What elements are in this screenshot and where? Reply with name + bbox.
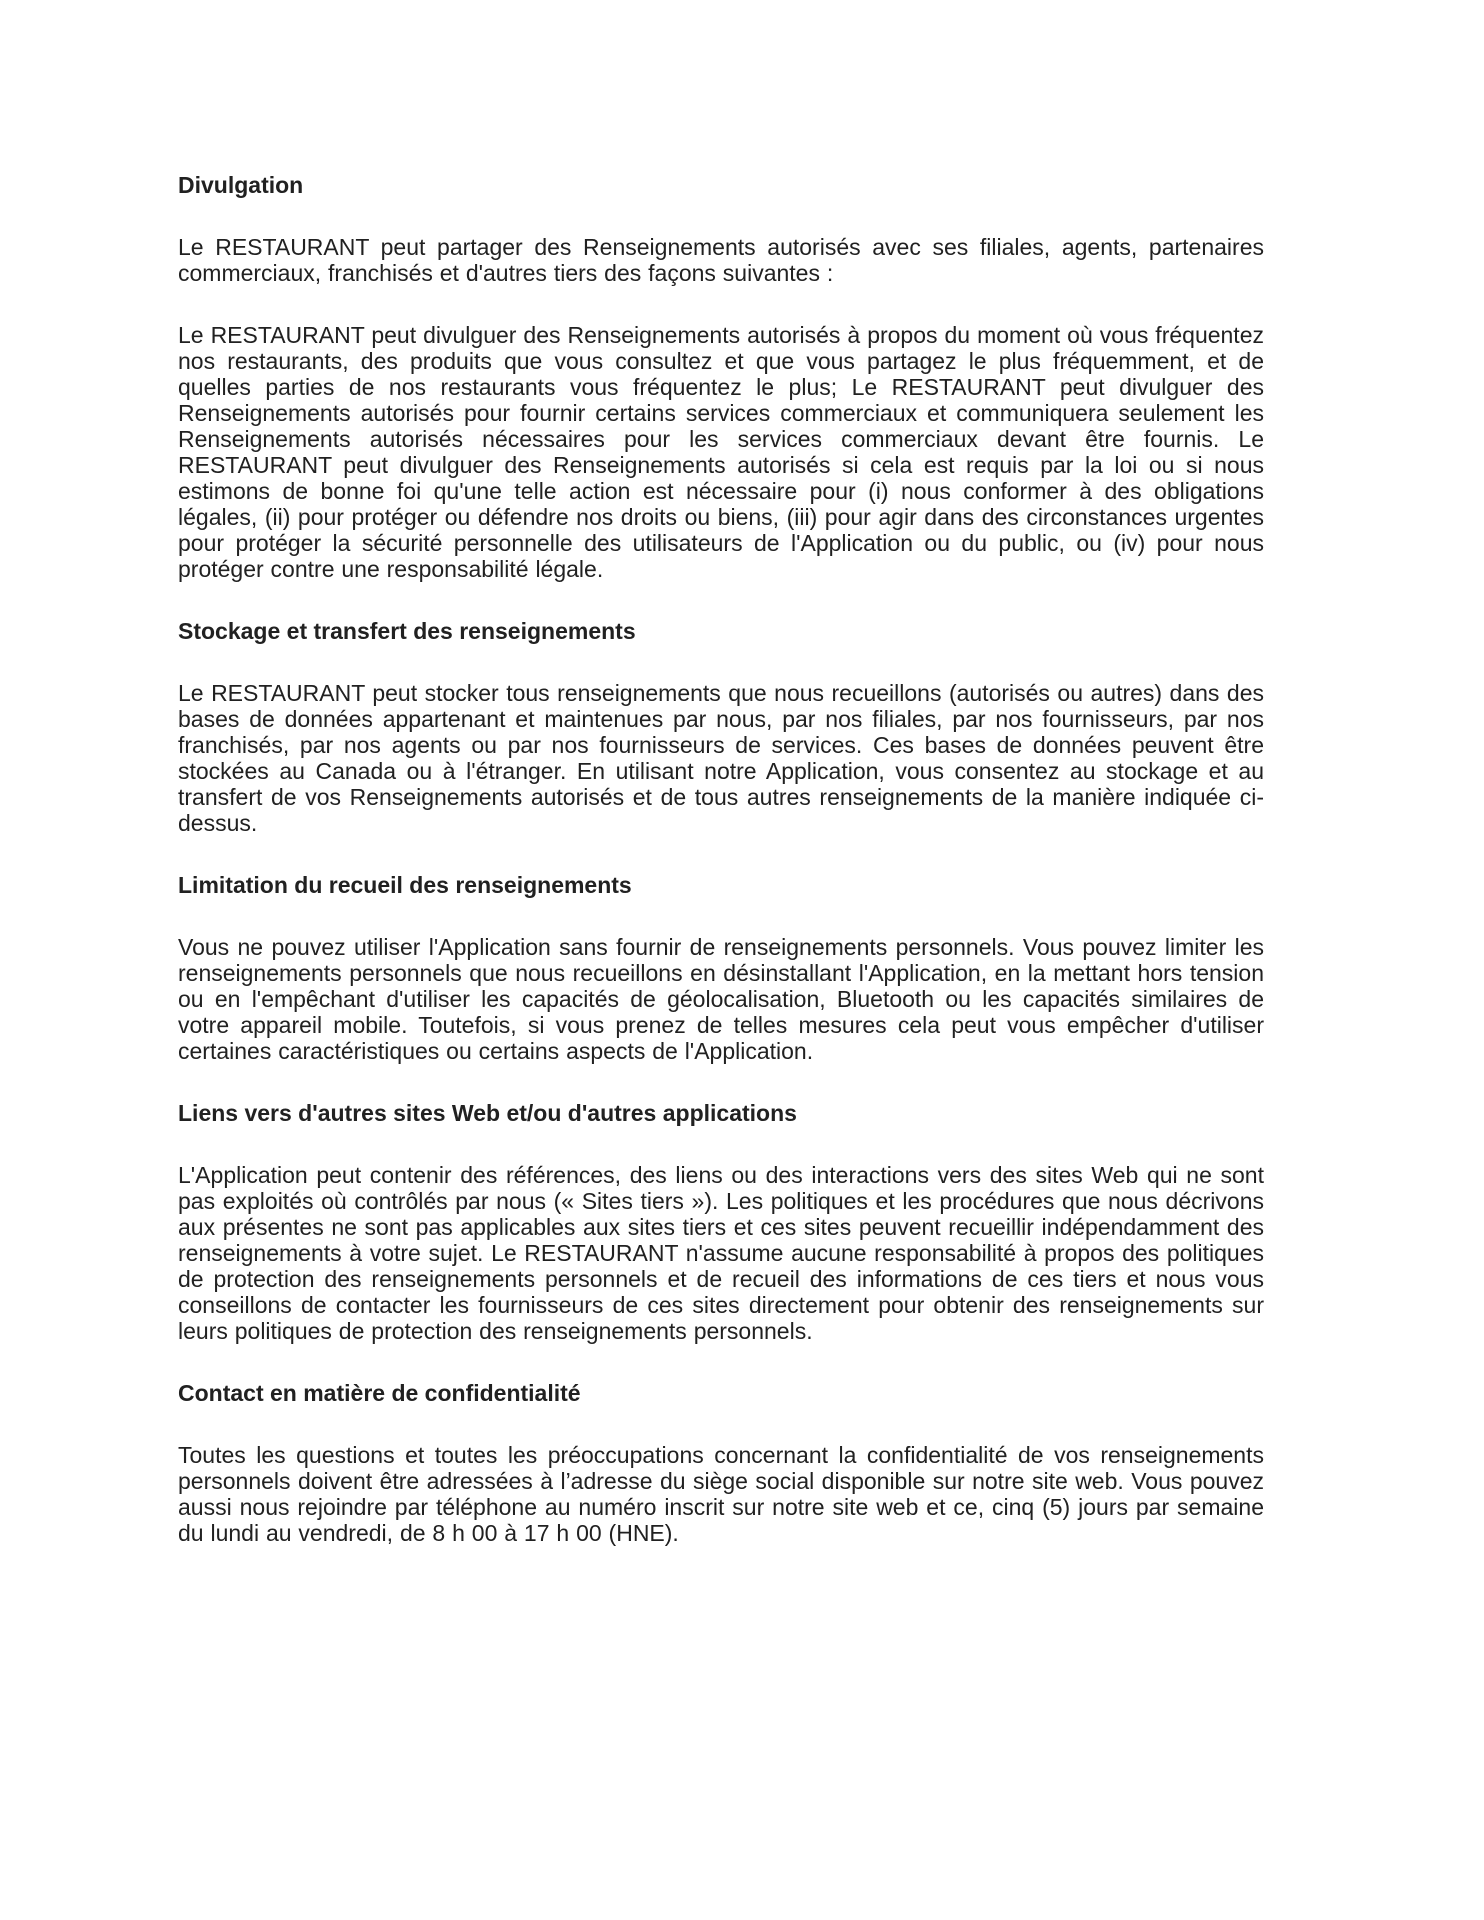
section-heading-contact: Contact en matière de confidentialité — [178, 1380, 581, 1406]
paragraph-contact: Toutes les questions et toutes les préoccupations concernant la confidentialité de vos renseignements personnels doivent être adressées à l’adresse du siège social disponible sur notre site web. Vous pouvez aussi nous rejoindre par téléphone au numéro inscrit sur notre site web et ce, cinq (5) jours par semaine du lundi au vendredi, de 8 h 00 à 17 h 00 (HNE). — [178, 1442, 1264, 1546]
paragraph-liens: L'Application peut contenir des références, des liens ou des interactions vers des sites Web qui ne sont pas exploités où contrôlés par nous (« Sites tiers »). Les politiques et les procédures que nous décrivons aux présentes ne sont pas applicables aux sites tiers et ces sites peuvent recueillir indépendamment des renseignements à votre sujet. Le RESTAURANT n'assume aucune responsabilité à propos des politiques de protection des renseignements personnels et de recueil des informations de ces tiers et nous vous conseillons de contacter les fournisseurs de ces sites directement pour obtenir des renseignements sur leurs politiques de protection des renseignements personnels. — [178, 1162, 1264, 1344]
section-heading-limitation: Limitation du recueil des renseignements — [178, 872, 632, 898]
paragraph-divulgation-intro: Le RESTAURANT peut partager des Renseignements autorisés avec ses filiales, agents, partenaires commerciaux, franchisés et d'autres tiers des façons suivantes : — [178, 234, 1264, 286]
section-heading-divulgation: Divulgation — [178, 172, 304, 198]
paragraph-divulgation-body: Le RESTAURANT peut divulguer des Renseignements autorisés à propos du moment où vous fréquentez nos restaurants, des produits que vous consultez et que vous partagez le plus fréquemment, et de quelles parties de nos restaurants vous fréquentez le plus; Le RESTAURANT peut divulguer des Renseignements autorisés pour fournir certains services commerciaux et communiquera seulement les Renseignements autorisés nécessaires pour les services commerciaux devant être fournis. Le RESTAURANT peut divulguer des Renseignements autorisés si cela est requis par la loi ou si nous estimons de bonne foi qu'une telle action est nécessaire pour (i) nous conformer à des obligations légales, (ii) pour protéger ou défendre nos droits ou biens, (iii) pour agir dans des circonstances urgentes pour protéger la sécurité personnelle des utilisateurs de l'Application ou du public, ou (iv) pour nous protéger contre une responsabilité légale. — [178, 322, 1264, 582]
paragraph-limitation: Vous ne pouvez utiliser l'Application sans fournir de renseignements personnels. Vous pouvez limiter les renseignements personnels que nous recueillons en désinstallant l'Application, en la mettant hors tension ou en l'empêchant d'utiliser les capacités de géolocalisation, Bluetooth ou les capacités similaires de votre appareil mobile. Toutefois, si vous prenez de telles mesures cela peut vous empêcher d'utiliser certaines caractéristiques ou certains aspects de l'Application. — [178, 934, 1264, 1064]
section-heading-liens: Liens vers d'autres sites Web et/ou d'autres applications — [178, 1100, 797, 1126]
section-heading-stockage: Stockage et transfert des renseignements — [178, 618, 636, 644]
paragraph-stockage: Le RESTAURANT peut stocker tous renseignements que nous recueillons (autorisés ou autres) dans des bases de données appartenant et maintenues par nous, par nos filiales, par nos fournisseurs, par nos franchisés, par nos agents ou par nos fournisseurs de services. Ces bases de données peuvent être stockées au Canada ou à l'étranger. En utilisant notre Application, vous consentez au stockage et au transfert de vos Renseignements autorisés et de tous autres renseignements de la manière indiquée ci-dessus. — [178, 680, 1264, 836]
